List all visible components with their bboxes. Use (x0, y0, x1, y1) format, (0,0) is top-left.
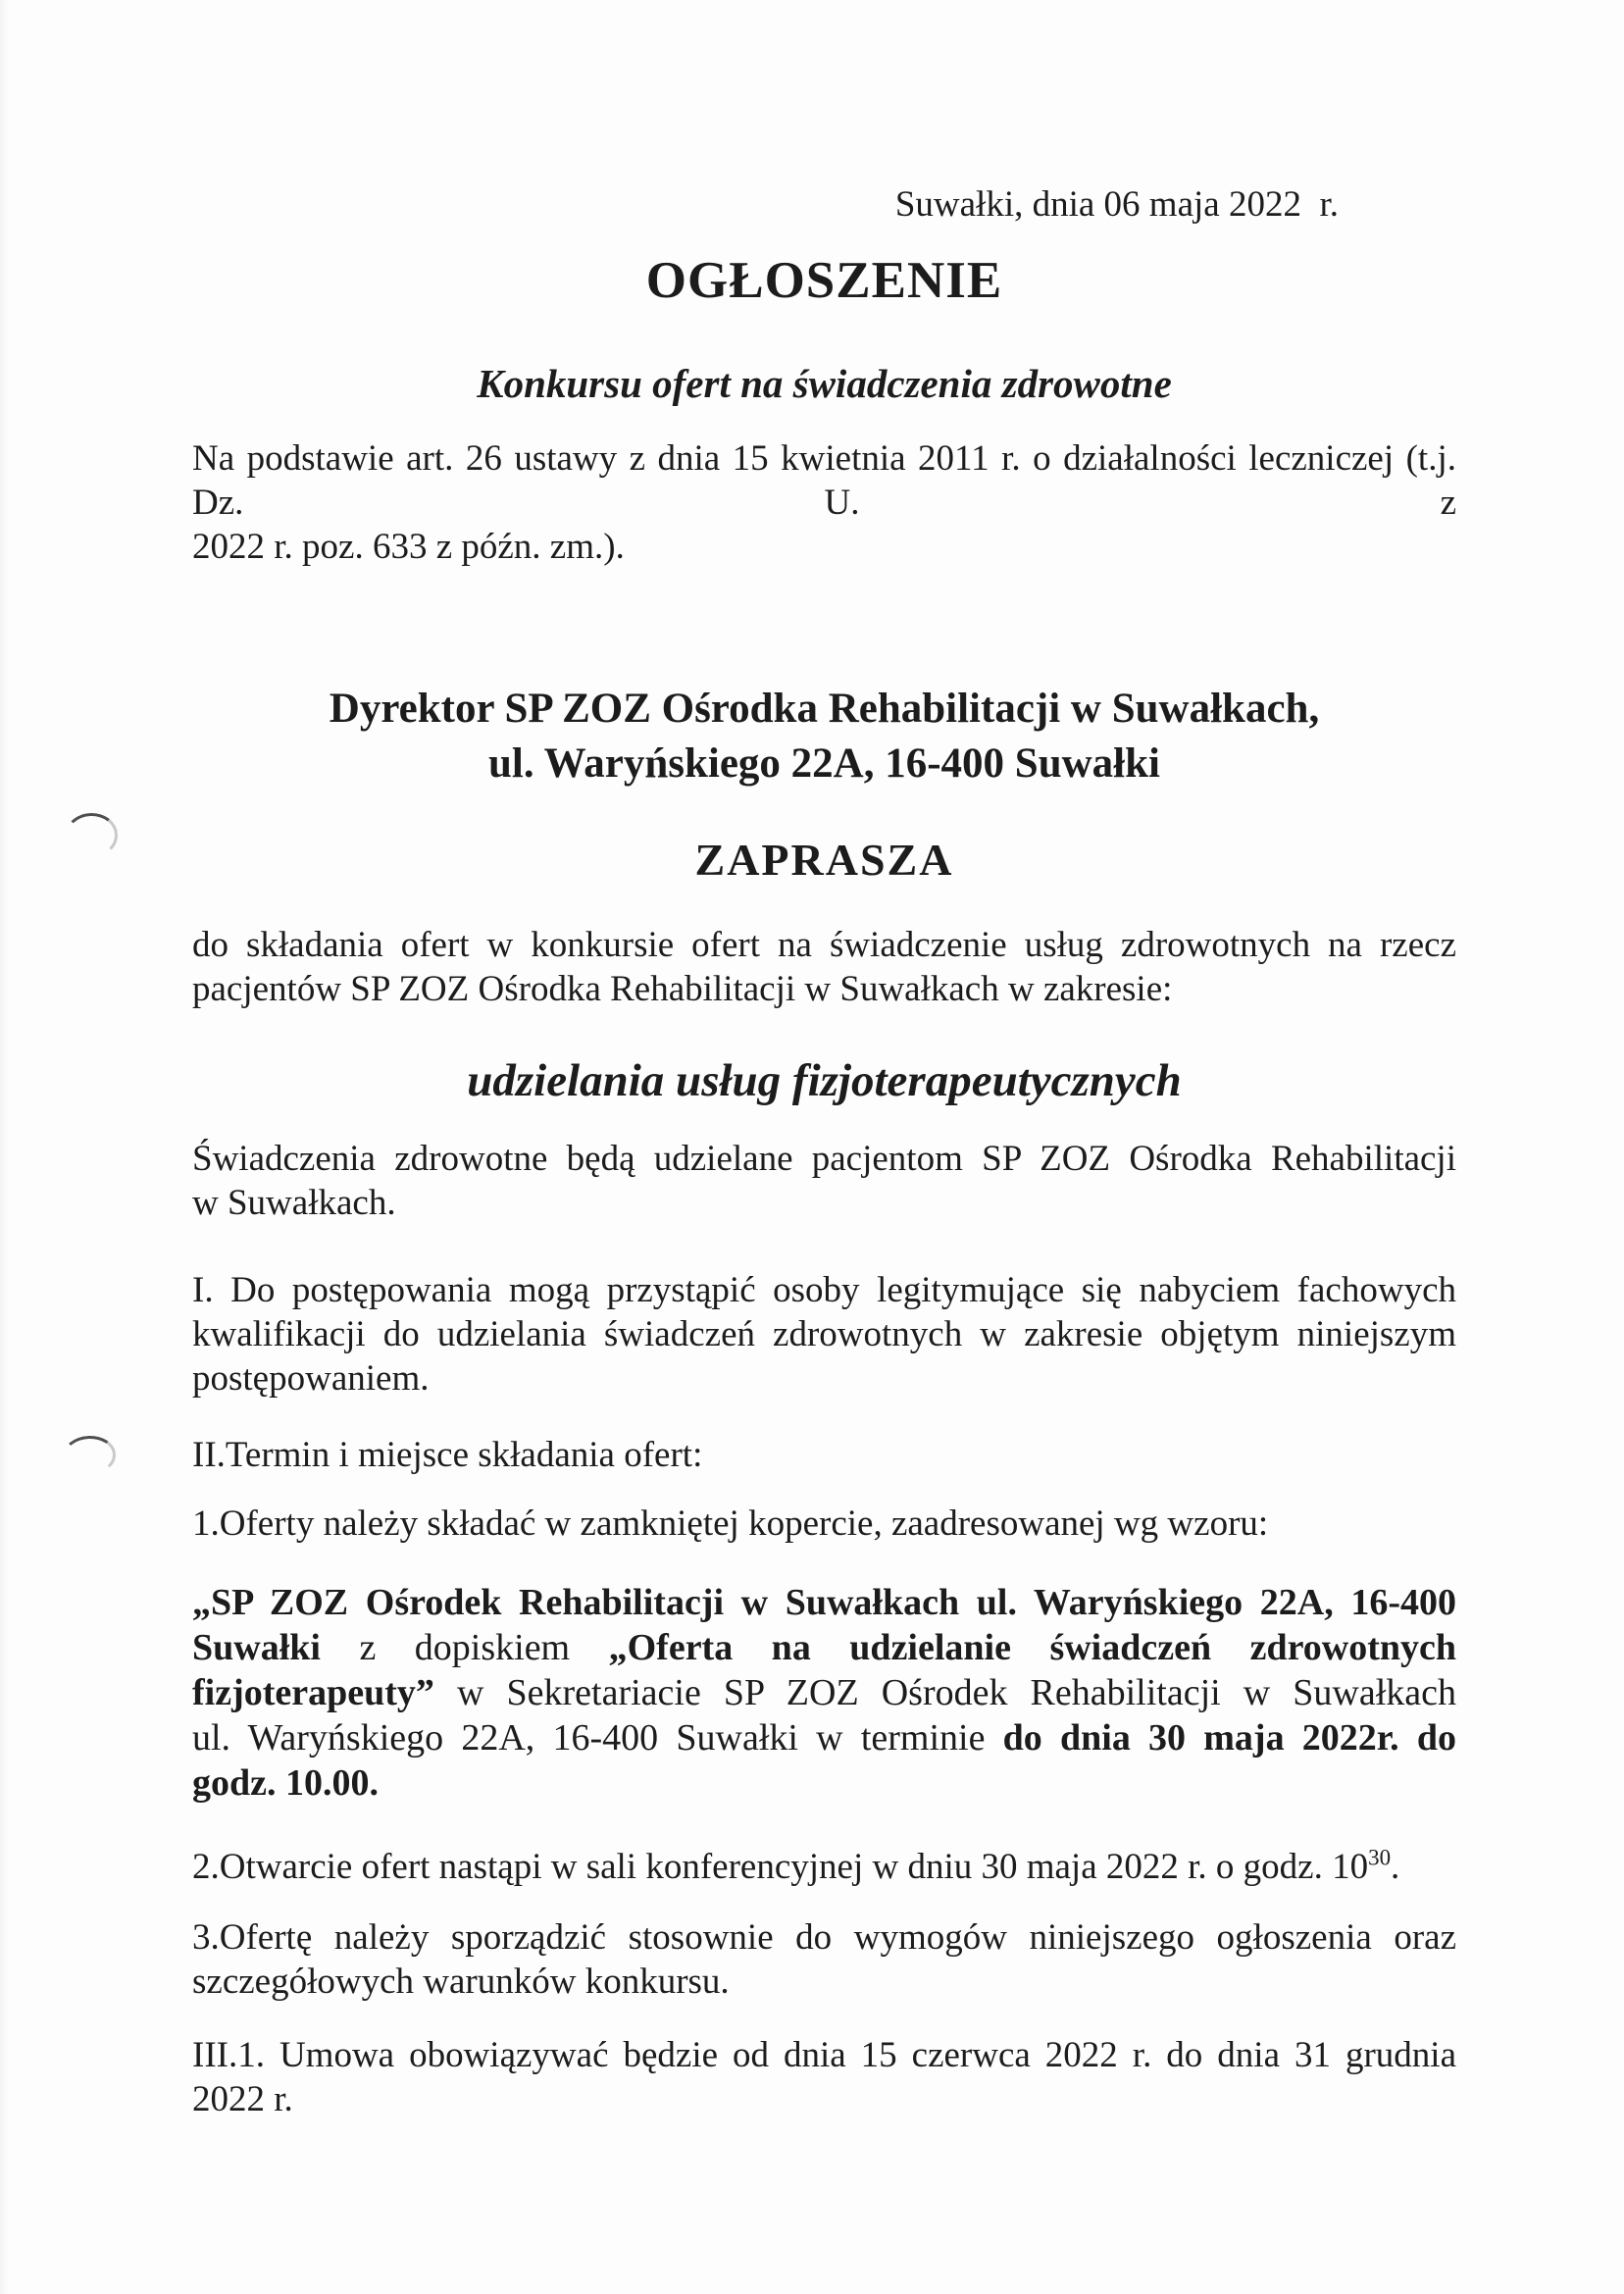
text-line: postępowaniem. (192, 1358, 430, 1399)
text-line: 2.Otwarcie ofert nastąpi w sali konferencyjnej w dniu 30 maja 2022 r. o godz. $10^{30}$. (192, 1845, 1400, 1887)
text-line: Na podstawie art. 26 ustawy z dnia 15 kwietnia 2011 r. o działalności leczniczej (t.j. Dz. U. z (192, 438, 1456, 523)
text-line: ul. Waryńskiego 22A, 16-400 Suwałki (488, 740, 1160, 787)
document-subtitle: Konkursu ofert na świadczenia zdrowotne (477, 361, 1172, 406)
text-line: 3.Ofertę należy sporządzić stosownie do wymogów niniejszego ogłoszenia oraz (192, 1917, 1456, 1958)
text-line: 2022 r. (192, 2079, 293, 2119)
service-scope-title: udzielania usług fizjoterapeutycznych (467, 1055, 1182, 1106)
text-line: Dyrektor SP ZOZ Ośrodka Rehabilitacji w Suwałkach, (329, 686, 1320, 732)
text-line: I. Do postępowania mogą przystąpić osoby legitymujące się nabyciem fachowych (192, 1270, 1456, 1310)
section-2-heading: II.Termin i miejsce składania ofert: (192, 1435, 703, 1475)
item-1-paragraph: 1.Oferty należy składać w zamkniętej kopercie, zaadresowanej wg wzoru: (192, 1504, 1269, 1544)
text-line: Świadczenia zdrowotne będą udzielane pacjentom SP ZOZ Ośrodka Rehabilitacji (192, 1139, 1456, 1179)
legal-basis-paragraph (192, 436, 1456, 569)
text-line: szczegółowych warunków konkursu. (192, 1962, 730, 2002)
services-note-paragraph (192, 1137, 1456, 1225)
invitation-intro-paragraph (192, 923, 1456, 1011)
text-line: kwalifikacji do udzielania świadczeń zdrowotnych w zakresie objętym niniejszym (192, 1314, 1456, 1354)
section-1-paragraph (192, 1268, 1456, 1401)
document-title: OGŁOSZENIE (645, 252, 1003, 309)
director-heading (192, 682, 1456, 791)
section-3-paragraph (192, 2033, 1456, 2121)
text-line: w Suwałkach. (192, 1183, 396, 1223)
date-line: Suwałki, dnia 06 maja 2022 r. (894, 184, 1339, 225)
text-line: fizjoterapeuty” w Sekretariacie SP ZOZ Ośrodek Rehabilitacji w Suwałkach (192, 1672, 1456, 1713)
text-line: godz. 10.00. (192, 1762, 379, 1804)
text-line: do składania ofert w konkursie ofert na świadczenie usług zdrowotnych na rzecz (192, 925, 1456, 965)
item-3-paragraph (192, 1915, 1456, 2004)
item-2-paragraph (192, 1845, 1456, 1889)
text-line: „SP ZOZ Ośrodek Rehabilitacji w Suwałkach ul. Waryńskiego 22A, 16-400 (192, 1582, 1456, 1623)
invitation-word: ZAPRASZA (694, 835, 954, 885)
text-line: ul. Waryńskiego 22A, 16-400 Suwałki w terminie do dnia 30 maja 2022r. do (192, 1717, 1457, 1759)
text-line: 2022 r. poz. 633 z późn. zm.). (192, 527, 625, 567)
text-line: Suwałki z dopiskiem „Oferta na udzielanie świadczeń zdrowotnych (192, 1627, 1456, 1668)
text-line: pacjentów SP ZOZ Ośrodka Rehabilitacji w Suwałkach w zakresie: (192, 969, 1173, 1009)
envelope-address-paragraph (192, 1580, 1456, 1806)
text-line: III.1. Umowa obowiązywać będzie od dnia 15 czerwca 2022 r. do dnia 31 grudnia (192, 2035, 1456, 2075)
